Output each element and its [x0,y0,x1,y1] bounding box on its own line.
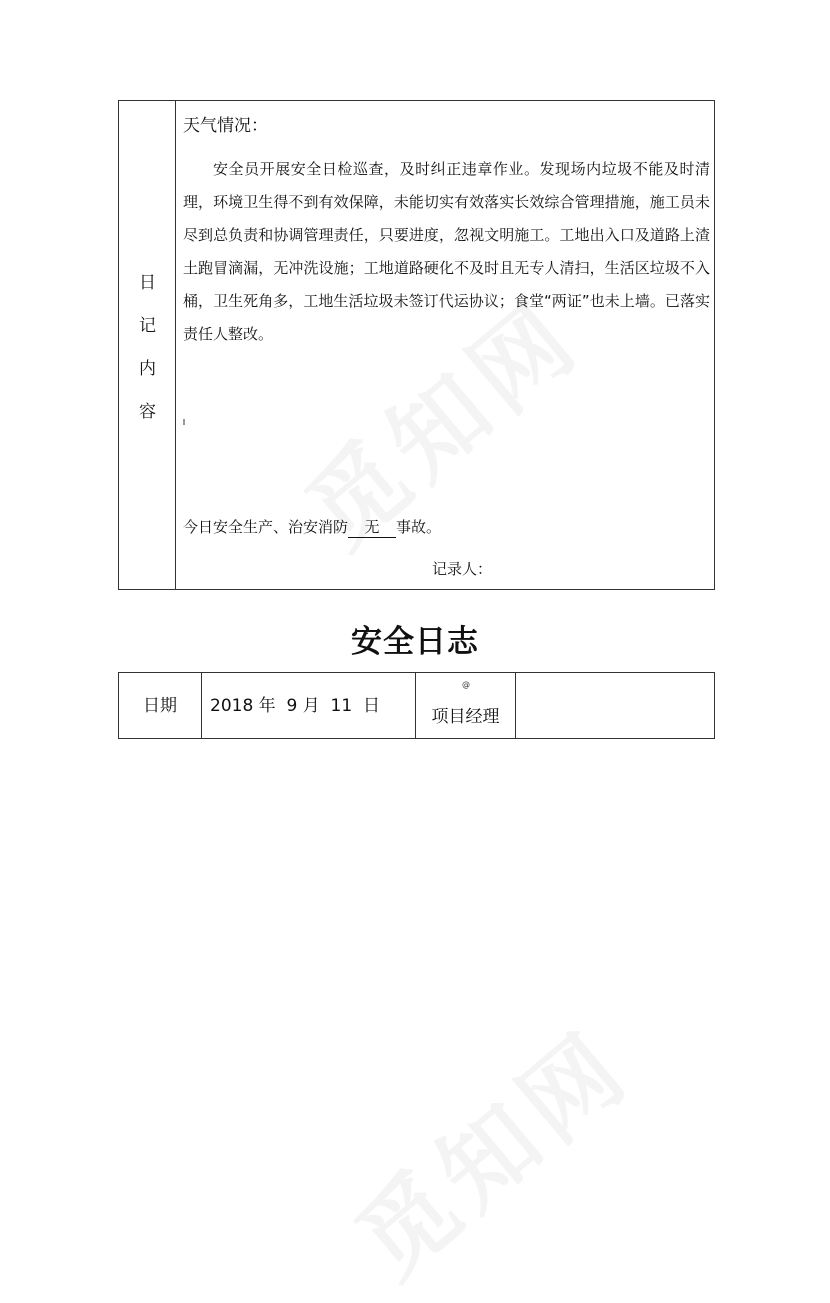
manager-label: 项目经理 [431,707,500,727]
safety-statement [183,515,441,539]
date-table [118,672,715,739]
date-label-cell [119,673,202,738]
manager-mark: @ [462,680,470,689]
side-label-char: 记 [139,316,156,336]
safety-prefix: 今日安全生产、治安消防 [183,518,349,536]
weather-label: 天气情况： [183,116,268,136]
diary-content [183,101,711,589]
manager-value-cell [516,673,714,738]
side-label-char: 内 [139,359,156,379]
side-label-char: 日 [139,273,156,293]
safety-suffix: 事故。 [396,518,442,536]
date-value-cell [202,673,416,738]
recorder-label: 记录人： [432,560,493,578]
tiny-mark [183,419,185,425]
side-label-char: 容 [139,402,156,422]
date-label: 日期 [143,696,177,716]
watermark-bottom [323,994,655,1303]
safety-value: 无 [348,517,396,538]
diary-body-text: 安全员开展安全日检巡查，及时纠正违章作业。发现场内垃圾不能及时清理，环境卫生得不到有效保障，未能切实有效落实长效综合管理措施，施工员未尽到总负责和协调管理责任，只要进度，忽视文明施工。工地出入口及道路上渣土跑冒滴漏，无冲洗设施；工地道路硬化不及时且无专人清扫，生活区垃圾不入桶，卫生死角多，工地生活垃圾未签订代运协议；食堂“两证”也未上墙。已落实责任人整改。 [183,160,710,343]
date-value: 2018 年 9 月 11 日 [210,696,380,716]
page-title: 安全日志 [351,624,479,660]
manager-label-cell [416,673,516,738]
diary-table [118,100,715,590]
diary-side-label [119,101,176,589]
